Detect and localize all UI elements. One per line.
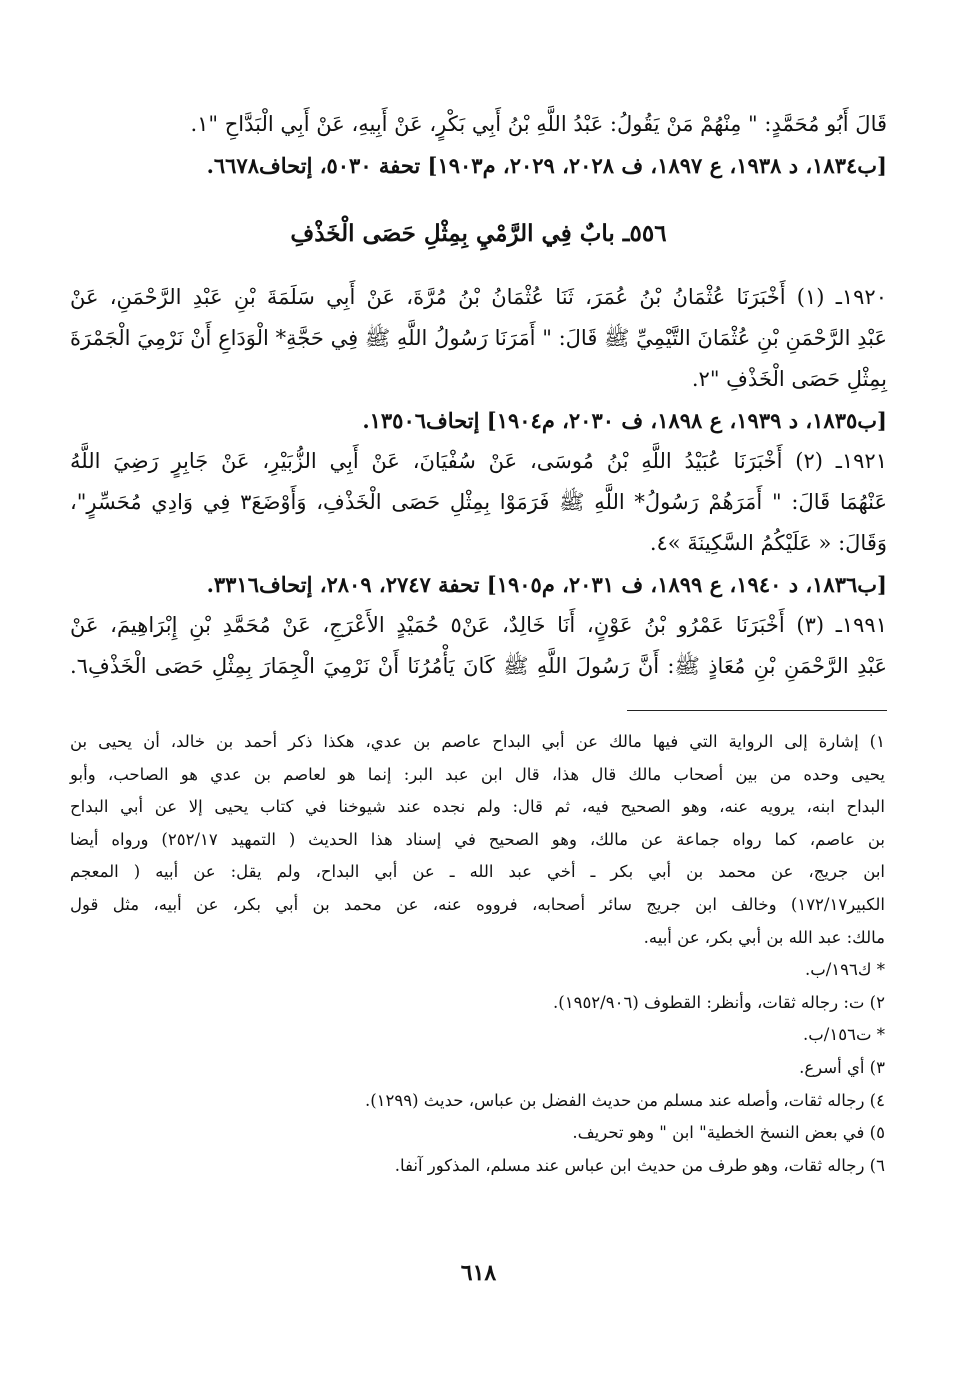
- footnote-line: ابن جريج، عن محمد بن أبي بكر ـ أخي عبد الله ـ عن أبي البداح، ولم يقل: عن أبيه ( المعجم: [70, 862, 885, 882]
- text-line: قَالَ أَبُو مُحَمَّدٍ: " مِنْهُمْ مَنْ يَقُولُ: عَبْدُ اللَّهِ بْنُ أَبِي بَكْرٍ، عَنْ أَبِيهِ، عَنْ أَبِي الْبَدَّاحِ "١.: [190, 112, 887, 136]
- hadith-line: وَقَالَ: « عَلَيْكُمُ السَّكِينَةَ »٤.: [649, 531, 887, 555]
- footnote-line: ٥) في بعض النسخ الخطية" ابن " وهو تحريف.: [572, 1123, 885, 1143]
- reference-line: [ب١٨٣٥، د ١٩٣٩، ع ١٨٩٨، ف ٢٠٣٠، م١٩٠٤] إتحاف١٣٥٠٦.: [362, 408, 887, 433]
- footnote-line: يحيى وحده من بين أصحاب مالك قال هذا، قال ابن عبد البر: إنما هو لعاصم بن عدي هو الصاحب، وأبو: [70, 764, 885, 784]
- footnote-line: * ك١٩٦/ب.: [804, 960, 885, 980]
- hadith-line: ١٩٢١ـ (٢) أَخْبَرَنَا عُبَيْدُ اللَّهِ بْنُ مُوسَى، عَنْ سُفْيَانَ، عَنْ أَبِي الزُّبَيْرِ، عَنْ جَابِرٍ رَضِيَ اللَّهُ: [70, 449, 887, 473]
- footnote-line: ٦) رجاله ثقات، وهو طرف من حديث ابن عباس عند مسلم، المذكور آنفا.: [394, 1155, 885, 1175]
- footnote-line: البداح ابنه، يرويه عنه، وهو الصحيح فيه، ثم قال: ولم نجده عند شيوخنا في كتاب يحيى إلا عن أبي البداح: [70, 797, 885, 817]
- page-number: ٦١٨: [460, 1260, 497, 1286]
- footnote-line: الكبير١٧٢/١٧) وخالف ابن جريج سائر أصحابه، فرووه عنه، عن محمد بن أبي بكر، عن أبيه، مثل قول: [70, 894, 885, 914]
- footnote-line: ٢) ت: رجاله ثقات، وأنظر: القطوف (١٩٥٢/٩٠٦).: [553, 992, 885, 1012]
- reference-line: [ب١٨٣٤، د ١٩٣٨، ع ١٨٩٧، ف ٢٠٢٨، ٢٠٢٩، م١٩٠٣] تحفة ٥٠٣٠، إتحاف٦٦٧٨.: [206, 153, 887, 178]
- footnotes: [70, 726, 885, 1182]
- main-text: [70, 104, 887, 687]
- chapter-heading: ٥٥٦ـ بابٌ فِي الرَّمْيِ بِمِثْلِ حَصَى الْخَذْفِ: [290, 220, 667, 247]
- hadith-line: ١٩٢٠ـ (١) أَخْبَرَنَا عُثْمَانُ بْنُ عُمَرَ، ثَنَا عُثْمَانُ بْنُ مُرَّةَ، عَنْ أَبِي سَلَمَةَ بْنِ عَبْدِ الرَّحْمَنِ، عَنْ: [70, 285, 887, 309]
- reference-line: [ب١٨٣٦، د ١٩٤٠، ع ١٨٩٩، ف ٢٠٣١، م١٩٠٥] تحفة ٢٧٤٧، ٢٨٠٩، إتحاف٣٣١٦.: [206, 572, 887, 597]
- hadith-line: ١٩٩١ـ (٣) أَخْبَرَنَا عَمْرُو بْنُ عَوْنٍ، أَنَا خَالِدٌ، عَنْ٥ حُمَيْدٍ الأَعْرَجِ، عَنْ مُحَمَّدِ بْنِ إِبْرَاهِيمَ، عَنْ: [70, 613, 887, 637]
- hadith-line: بِمِثْلِ حَصَى الْخَذْفِ "٢.: [691, 367, 887, 391]
- hadith-line: عَبْدِ الرَّحْمَنِ بْنِ عُثْمَانَ التَّيْمِيِّ ﷺ قَالَ: " أَمَرَنَا رَسُولُ اللَّهِ ﷺ فِي حَجَّةِ* الْوَدَاعِ أَنْ نَرْمِيَ الْجَمْرَةَ: [70, 326, 887, 350]
- footnote-line: ٤) رجاله ثقات، وأصله عند مسلم من حديث الفضل بن عباس، حديث (١٢٩٩).: [364, 1090, 885, 1110]
- footnote-line: ١) إشارة إلى الرواية التي فيها مالك عن أبي البداح عاصم بن عدي، هكذا ذكر أحمد بن خالد، أن يحيى بن: [70, 732, 885, 751]
- footnote-line: مالك: عبد الله بن أبي بكر، عن أبيه.: [643, 927, 885, 947]
- footnote-line: * ت١٥٦/ب.: [803, 1025, 885, 1045]
- hadith-line: عَنْهُمَا قَالَ: " أَمَرَهُمْ رَسُولُ* اللَّهِ ﷺ فَرَمَوْا بِمِثْلِ حَصَى الْخَذْفِ، وَأَوْضَعَ٣ فِي وَادِي مُحَسِّرٍ"،: [70, 490, 887, 514]
- footnote-divider: [627, 710, 887, 711]
- footnote-line: ٣) أي أسرع.: [799, 1057, 885, 1077]
- footnote-line: بن عاصم، كما رواه جماعة عن مالك، وهو الصحيح في إسناد هذا الحديث ( التمهيد ٢٥٢/١٧) ورواه أيضا: [70, 829, 885, 849]
- hadith-line: عَبْدِ الرَّحْمَنِ بْنِ مُعَاذٍ ﷺ: أَنَّ رَسُولَ اللَّهِ ﷺ كَانَ يَأْمُرُنَا أَنْ نَرْمِيَ الْجِمَارَ بِمِثْلِ حَصَى الْخَذْفِ٦.: [70, 654, 887, 678]
